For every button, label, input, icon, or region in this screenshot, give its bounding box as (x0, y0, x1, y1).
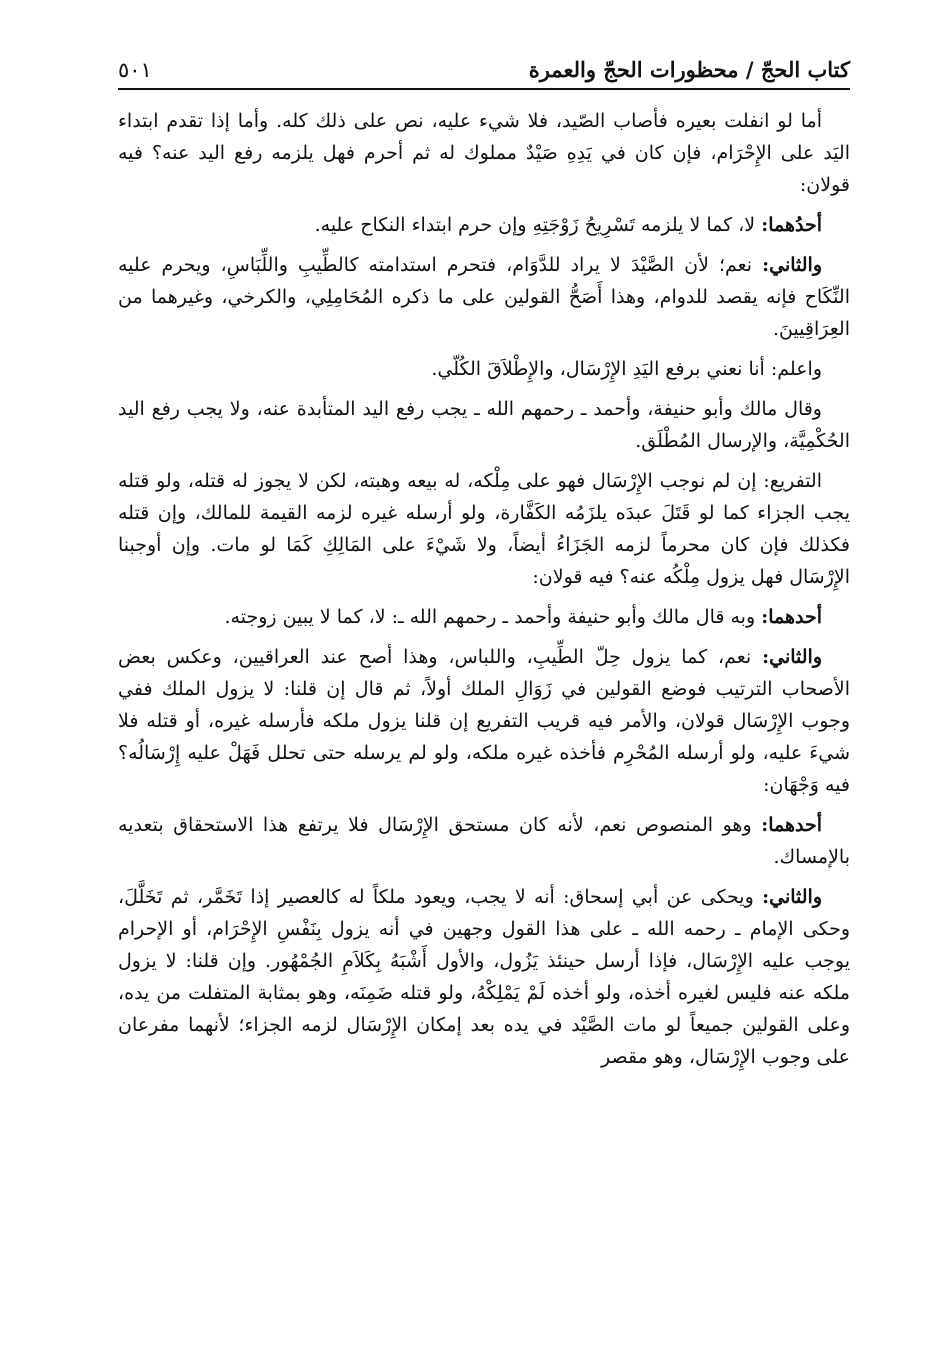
paragraph: والثاني: نعم، كما يزول حِلّ الطِّيبِ، واللباس، وهذا أصح عند العراقيين، وعكس بعض الأصحاب الترتيب فوضع القولين في زَوَالِ الملك أولاً، ثم قال إن قلنا: لا يزول الملك ففي وجوب الإِرْسَال قولان، والأمر فيه قريب التفريع إن قلنا يزول ملكه فأرسله غيره، أو قتله فلا شيءَ عليه، ولو أرسله المُحْرِم فأخذه غيره ملكه، ولو لم يرسله حتى تحلل فَهَلْ عليه إِرْسَالُه؟ فيه وَجْهَان: (118, 646, 851, 796)
paragraph-lead: أحدهما: (761, 606, 822, 628)
paragraph-lead: والثاني: (762, 646, 822, 668)
page-header (118, 52, 850, 90)
paragraph: التفريع: إن لم نوجب الإِرْسَال فهو على مِلْكه، له بيعه وهبته، لكن لا يجوز له قتله، ولو قتله يجب الجزاء كما لو قَتَلَ عبدَه يلزَمُه الكَفَّارة، ولو أرسله غيره لزمه القيمة للمالك، وإن قتله فكذلك فإن كان محرماً لزمه الجَزَاءُ أيضاً، ولا شَيْءَ على المَالِكِ كَمَا لو مات. وإن أوجبنا الإِرْسَال فهل يزول مِلْكُه عنه؟ فيه قولان: (118, 470, 850, 588)
paragraph-lead: والثاني: (762, 254, 822, 276)
paragraph: والثاني: نعم؛ لأن الصَّيْدَ لا يراد للدَّوَام، فتحرم استدامته كالطِّيبِ واللِّبَاسِ، ويحرم عليه النِّكَاح فإنه يقصد للدوام، وهذا أَصَحُّ القولين على ما ذكره المُحَامِلِي، والكرخي، وغيرهما من العِرَاقِيينَ. (118, 254, 850, 340)
page-number: ٥٠١ (118, 58, 152, 82)
paragraph-lead: أحدُهما: (761, 214, 822, 236)
paragraph: والثاني: ويحكى عن أبي إسحاق: أنه لا يجب، ويعود ملكاً له كالعصير إذا تَخَمَّر، ثم تَخَلَّلَ، وحكى الإمام ـ رحمه الله ـ على هذا القول وجهين في أنه يزول بِنَفْسِ الإِحْرَام، أو الإحرام يوجب عليه الإِرْسَال، فإذا أرسل حينئذ يَزُول، والأول أَشْبَهُ بِكَلاَمِ الجُمْهُور. وإن قلنا: لا يزول ملكه عنه فليس لغيره أخذه، ولو أخذه لَمْ يَمْلِكْهُ، ولو قتله ضَمِنَه، وهو بمثابة المتفلت من يده، وعلى القولين جميعاً لو مات الصَّيْد في يده بعد إمكان الإِرْسَال لزمه الجزاء؛ لأنهما مفرعان على وجوب الإِرْسَال، وهو مقصر (118, 886, 850, 1068)
paragraph-lead: والثاني: (762, 886, 822, 908)
running-title: كتاب الحجّ / محظورات الحجّ والعمرة (528, 57, 850, 82)
paragraph: وقال مالك وأبو حنيفة، وأحمد ـ رحمهم الله ـ يجب رفع اليد المتأبدة عنه، ولا يجب رفع اليد الحُكْمِيَّة، والإرسال المُطْلَق. (118, 398, 850, 452)
paragraph: أحدُهما: لا، كما لا يلزمه تَسْرِيحُ زَوْجَتِهِ وإن حرم ابتداء النكاح عليه. (314, 214, 822, 236)
paragraph: واعلم: أنا نعني برفع اليَدِ الإِرْسَال، والإِطْلاَقَ الكُلّي. (431, 358, 822, 380)
paragraph-lead: أحدهما: (761, 814, 822, 836)
paragraph: أحدهما: وهو المنصوص نعم، لأنه كان مستحق الإِرْسَال فلا يرتفع هذا الاستحقاق بتعديه بالإمساك. (118, 814, 850, 868)
paragraph: أحدهما: وبه قال مالك وأبو حنيفة وأحمد ـ رحمهم الله ـ: لا، كما لا يبين زوجته. (224, 606, 822, 628)
paragraph: أما لو انفلت بعيره فأصاب الصّيد، فلا شيء عليه، نص على ذلك كله. وأما إذا تقدم ابتداء اليَد على الإِحْرَام، فإن كان في يَدِهِ صَيْدٌ مملوك له ثم أحرم فهل يلزمه رفع اليد عنه؟ فيه قولان: (118, 110, 850, 196)
main-text (118, 105, 850, 1081)
